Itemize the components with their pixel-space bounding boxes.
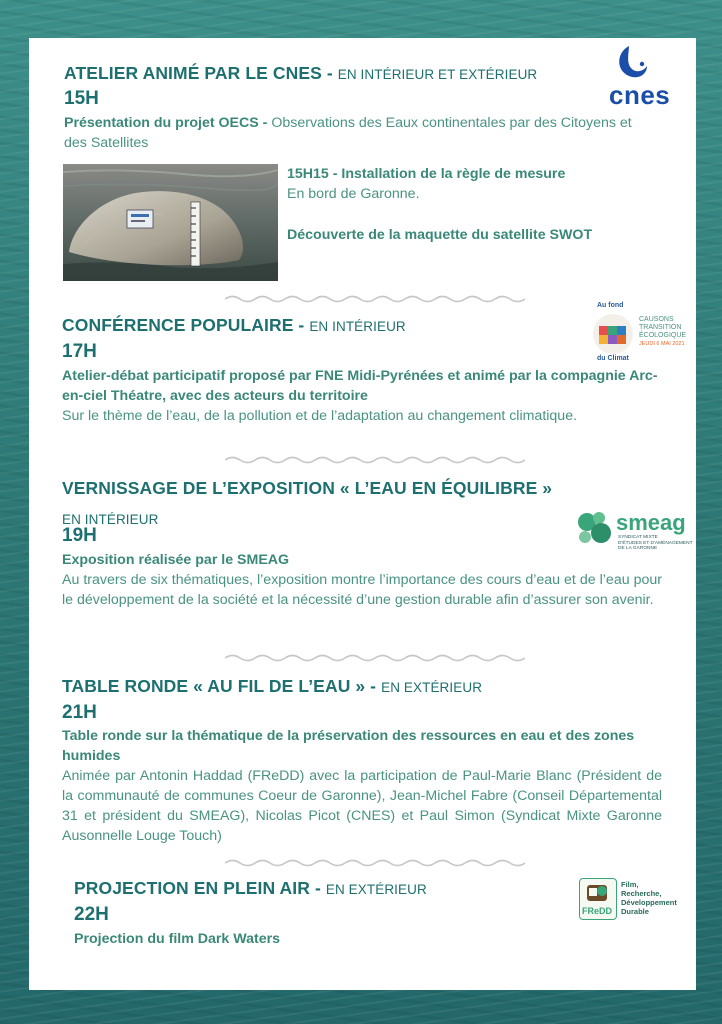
section-description-bold: Table ronde sur la thématique de la préservation des ressources en eau et des zones humides [62,728,635,764]
section-time: 22H [74,904,109,925]
fredd-logo-badge [579,878,617,920]
section-title-atelier: ATELIER ANIMÉ PAR LE CNES - EN INTÉRIEUR ET EXTÉRIEUR [64,63,538,83]
section-location: EN INTÉRIEUR [309,319,406,334]
section-description: Présentation du projet OECS - Observations des Eaux continentales par des Citoyens et des Satellites [64,115,632,151]
section-time: 15H [64,88,99,109]
sub-title-swot: Découverte de la maquette du satellite SWOT [287,227,593,243]
divider-wave [225,455,525,465]
sub-title-gauge: 15H15 - Installation de la règle de mesure [287,166,566,182]
fredd-logo-short: FReDD [582,906,613,916]
smeag-logo-sub: SYNDICAT MIXTE D'ÉTUDES ET D'AMÉNAGEMENT DE LA GARONNE [618,535,693,551]
photo-gauge-rock-image [63,164,278,281]
section-location: EN EXTÉRIEUR [381,680,483,695]
cnes-logo [609,42,681,108]
section-description: Au travers de six thématiques, l’exposition montre l’importance des cours d’eau et de l’eau pour le développement de la société et la nécessité d’une gestion durable afin d’assurer son avenir. [62,572,662,608]
section-title-table-ronde: TABLE RONDE « AU FIL DE L’EAU » - EN EXTÉRIEUR [62,676,483,696]
section-time: 19H [62,525,97,546]
fredd-logo-text: Film, Recherche, Développement Durable [621,880,677,916]
section-title-projection: PROJECTION EN PLEIN AIR - EN EXTÉRIEUR [74,878,427,898]
section-description: Animée par Antonin Haddad (FReDD) avec la participation de Paul-Marie Blanc (Président de la communauté de communes Coeur de Garonne), Jean-Michel Fabre (Conseil Départemental 31 et président du SMEAG), Nicolas Picot (CNES) et Paul Simon (Syndicat Mixte Garonne Ausonnelle Louge Touch) [62,768,662,844]
divider-wave [225,294,525,304]
fredd-logo-mark [580,879,616,907]
section-location-line: EN INTÉRIEUR [62,512,159,527]
section-title-conference: CONFÉRENCE POPULAIRE - EN INTÉRIEUR [62,315,406,335]
section-description-bold: Atelier-débat participatif proposé par FNE Midi-Pyrénées et animé par la compagnie Arc-en-ciel Théatre, avec des acteurs du territoire [62,368,658,404]
section-location: EN EXTÉRIEUR [325,882,427,897]
cnes-logo-text: cnes [609,80,671,110]
climat-logo [589,302,689,364]
divider-wave [225,858,525,868]
photo-gauge-rock [63,164,278,281]
section-description-bold: Exposition réalisée par le SMEAG [62,552,290,568]
program-card [29,38,696,990]
divider-wave [225,653,525,663]
smeag-logo-mark [574,508,614,548]
fredd-logo [579,878,695,922]
climat-logo-top: Au fond [597,302,624,309]
section-location: EN INTÉRIEUR ET EXTÉRIEUR [337,67,538,82]
section-title-vernissage: VERNISSAGE DE L’EXPOSITION « L’EAU EN ÉQUILIBRE » [62,478,553,498]
section-description: Sur le thème de l’eau, de la pollution et de l’adaptation au changement climatique. [62,408,578,424]
smeag-logo-text: smeag [616,510,686,535]
climat-logo-bottom: du Climat [597,355,629,362]
sub-text-gauge: En bord de Garonne. [287,186,420,202]
smeag-logo [574,508,694,550]
section-time: 21H [62,702,97,723]
section-time: 17H [62,341,97,362]
section-description-bold: Projection du film Dark Waters [74,931,281,947]
climat-logo-side: CAUSONS TRANSITION ÉCOLOGIQUE JEUDI 6 MAI 2021 [639,316,687,347]
